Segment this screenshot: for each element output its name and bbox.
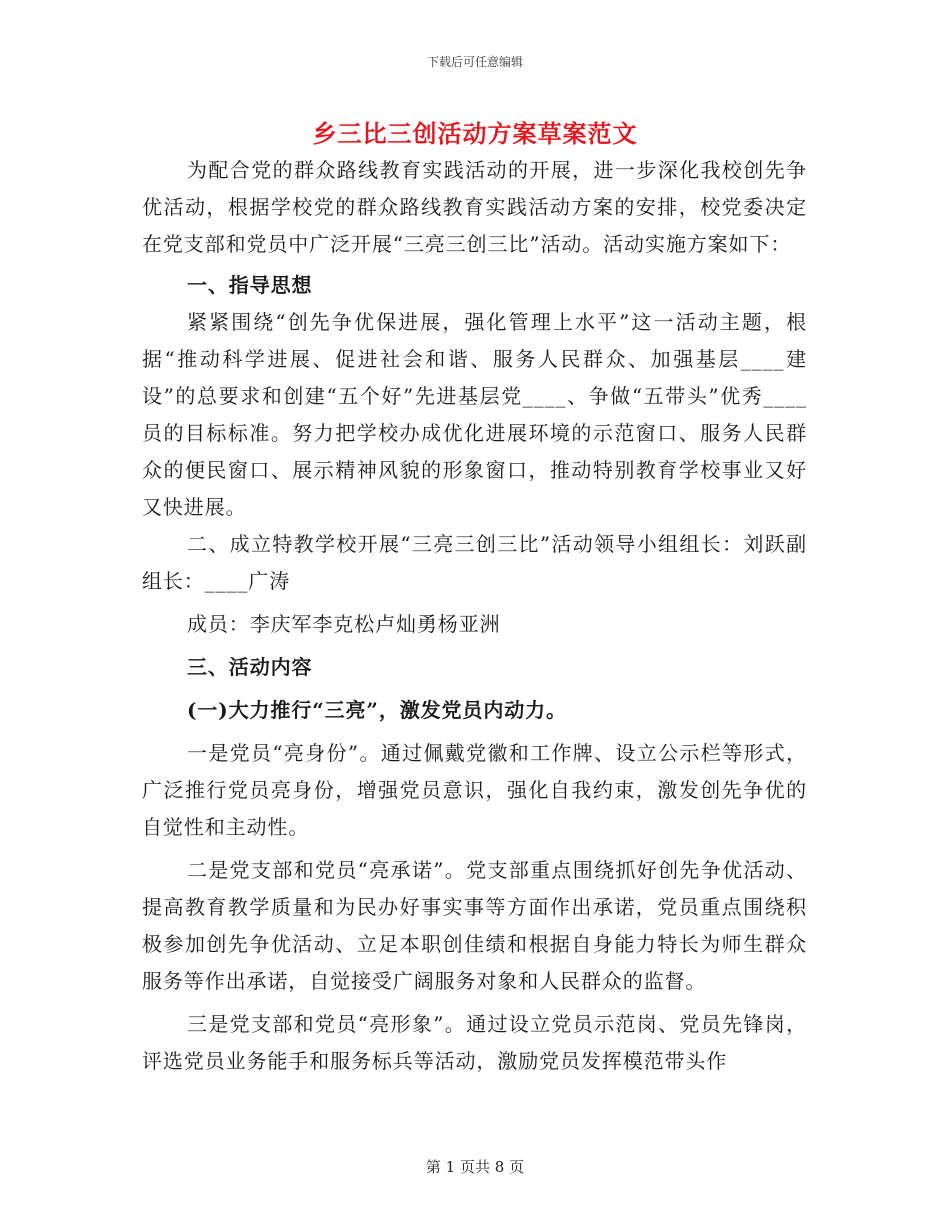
document-title: 乡三比三创活动方案草案范文 — [312, 119, 638, 148]
page-footer: 第 1 页共 8 页 — [425, 1158, 525, 1176]
show-identity-paragraph: 一是党员“亮身份”。通过佩戴党徽和工作牌、设立公示栏等形式，广泛推行党员亮身份，增强党员意识，强化自我约束，激发创先争优的自觉性和主动性。 — [142, 741, 807, 839]
section-heading-guiding-thought: 一、指导思想 — [187, 273, 313, 297]
header-note: 下载后可任意编辑 — [426, 55, 523, 69]
document-body — [142, 152, 807, 1080]
subsection-heading-three-shows: (一)大力推行“三亮”，激发党员内动力。 — [187, 698, 567, 722]
guiding-thought-paragraph: 紧紧围绕“创先争优保进展，强化管理上水平”这一活动主题，根据“推动科学进展、促进社会和谐、服务人民群众、加强基层____建设”的总要求和创建“五个好”先进基层党____、争做“五带头”优秀____员的目标标准。努力把学校办成优化进展环境的示范窗口、服务人民群众的便民窗口、展示精神风貌的形象窗口，推动特别教育学校事业又好又快进展。 — [142, 310, 807, 519]
leadership-group-paragraph: 二、成立特教学校开展“三亮三创三比”活动领导小组组长：刘跃副组长：____广涛 — [142, 532, 807, 593]
intro-paragraph: 为配合党的群众路线教育实践活动的开展，进一步深化我校创先争优活动，根据学校党的群众路线教育实践活动方案的安排，校党委决定在党支部和党员中广泛开展“三亮三创三比”活动。活动实施方案如下： — [142, 158, 807, 256]
show-commitment-paragraph: 二是党支部和党员“亮承诺”。党支部重点围绕抓好创先争优活动、提高教育教学质量和为民办好事实事等方面作出承诺，党员重点围绕积极参加创先争优活动、立足本职创佳绩和根据自身能力特长为师生群众服务等作出承诺，自觉接受广阔服务对象和人民群众的监督。 — [142, 858, 807, 993]
section-heading-activity-content: 三、活动内容 — [187, 655, 313, 679]
members-paragraph: 成员：李庆军李克松卢灿勇杨亚洲 — [187, 612, 501, 636]
show-image-paragraph: 三是党支部和党员“亮形象”。通过设立党员示范岗、党员先锋岗，评选党员业务能手和服务标兵等活动，激励党员发挥模范带头作 — [142, 1012, 807, 1073]
